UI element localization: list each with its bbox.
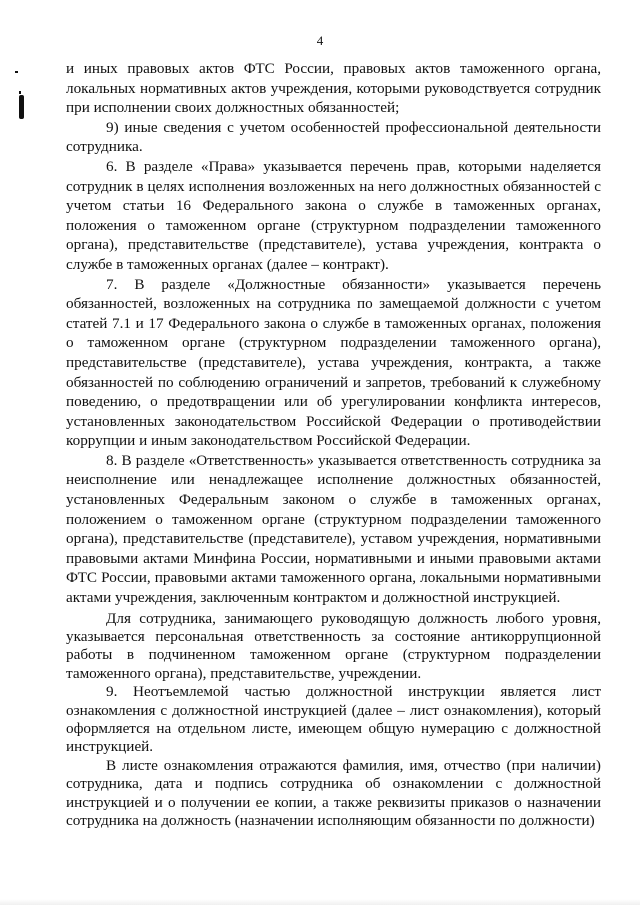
paragraph-section-8-responsibility: 8. В разделе «Ответственность» указывается ответственность сотрудника за неисполнение или ненадлежащее исполнение должностных обязанностей, установленных Федеральным законом о службе в таможенных органах, положением о таможенном органе (структурном подразделении таможенного органа), представительстве (представителе), уставом учреждения, нормативными правовыми актами Минфина России, нормативными и иными правовыми актами ФТС России, правовыми актами таможенного органа, локальными нормативными актами учреждения, заключенным контрактом и должностной инструкцией. bbox=[66, 451, 601, 607]
scan-artifact bbox=[19, 91, 21, 94]
paragraph-section-7-duties: 7. В разделе «Должностные обязанности» указывается перечень обязанностей, возложенных на сотрудника по замещаемой должности с учетом статей 7.1 и 17 Федерального закона о службе в таможенных органах, положения о таможенном органе (структурном подразделении таможенного органа), представительстве (представителе), устава учреждения, контракта, а также обязанностей по соблюдению ограничений и запретов, требований к служебному поведению, о предотвращении или об урегулировании конфликта интересов, установленных законодательством Российской Федерации о противодействии коррупции и иным законодательством Российской Федерации. bbox=[66, 275, 601, 450]
paragraph-acknowledgement-sheet: В листе ознакомления отражаются фамилия, имя, отчество (при наличии) сотрудника, дата и подпись сотрудника об ознакомлении с должностной инструкцией и о получении ее копии, а также реквизиты приказов о назначении сотрудника на должность (назначении исполняющим обязанности по должности) bbox=[66, 756, 601, 830]
scan-bottom-edge bbox=[0, 899, 640, 905]
paragraph-section-9-acknowledgement: 9. Неотъемлемой частью должностной инструкции является лист ознакомления с должностной инструкцией (далее – лист ознакомления), который оформляется на отдельном листе, имеющем общую нумерацию с должностной инструкцией. bbox=[66, 683, 601, 756]
scan-artifact bbox=[15, 71, 18, 73]
paragraph-management-responsibility: Для сотрудника, занимающего руководящую должность любого уровня, указывается персональная ответственность за состояние антикоррупционной работы в подчиненном таможенном органе (структурном подразделении таможенного органа), представительстве, учреждении. bbox=[66, 609, 601, 682]
paragraph-continuation: и иных правовых актов ФТС России, правовых актов таможенного органа, локальных нормативных актов учреждения, которыми руководствуется сотрудник при исполнении своих должностных обязанностей; bbox=[66, 60, 601, 117]
document-body bbox=[66, 59, 601, 831]
paragraph-section-6-rights: 6. В разделе «Права» указывается перечень прав, которыми наделяется сотрудник в целях исполнения возложенных на него должностных обязанностей с учетом статьи 16 Федерального закона о службе в таможенных органах, положения о таможенном органе (структурном подразделении таможенного органа), представительстве (представителе), устава учреждения, контракта о службе в таможенных органах (далее – контракт). bbox=[66, 157, 601, 273]
page-number: 4 bbox=[316, 33, 324, 48]
scan-artifact bbox=[19, 95, 24, 119]
paragraph-item-9: 9) иные сведения с учетом особенностей профессиональной деятельности сотрудника. bbox=[66, 118, 601, 156]
